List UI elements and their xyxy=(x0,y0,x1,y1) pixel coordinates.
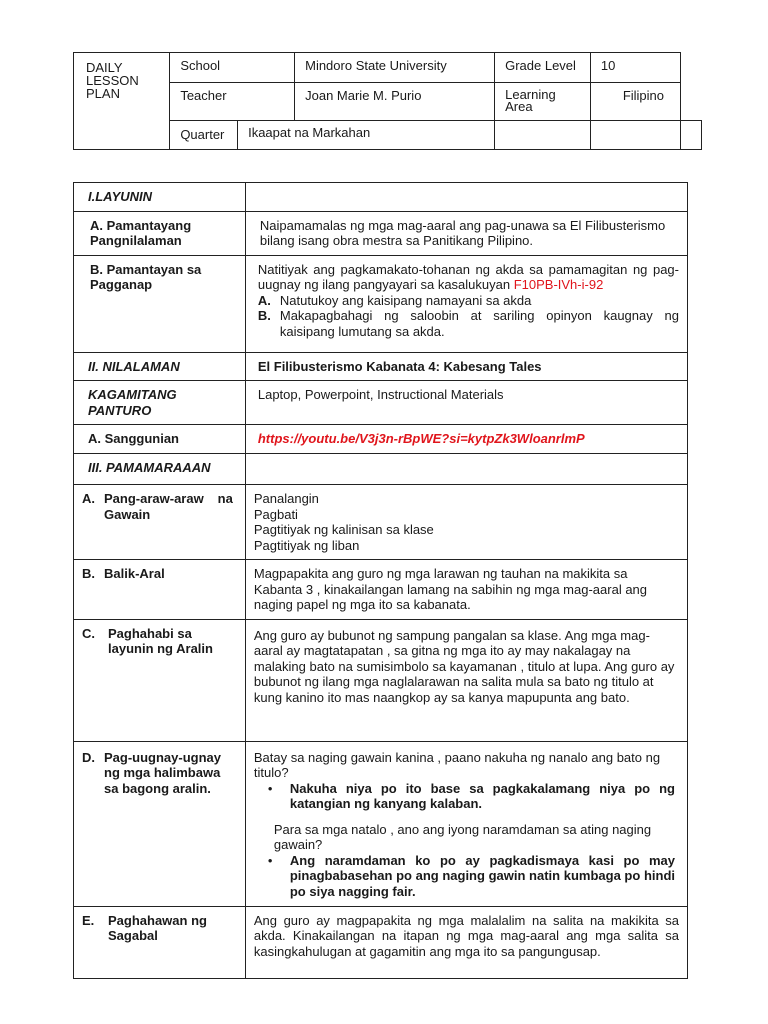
balik-aral-label: B. Balik-Aral xyxy=(74,560,246,620)
pamantayan-pagganap-content xyxy=(245,255,687,352)
quarter-empty-2 xyxy=(590,121,680,150)
paghahawan-text: Ang guro ay magpapakita ng mga malalalim na salita na makikita sa akda. Kinakailangan na itapan ng mga mag-aaral ang mga salita sa kasingkahulugan at gagamitin ang mga ito sa pangungusap. xyxy=(245,906,687,978)
quarter-empty-3 xyxy=(681,121,702,150)
nilalaman-label: II. NILALAMAN xyxy=(74,352,246,381)
nilalaman-value: El Filibusterismo Kabanata 4: Kabesang Tales xyxy=(245,352,687,381)
pang-araw-araw-label: A. Pang-araw-araw na Gawain xyxy=(74,485,246,560)
pamantayang-pangnilalaman-label: A. Pamantayang Pangnilalaman xyxy=(74,211,246,255)
activity-line: Pagtitiyak ng liban xyxy=(253,537,360,553)
pamantayang-pangnilalaman-text: Naipamamalas ng mga mag-aaral ang pag-unawa sa El Filibusterismo bilang isang obra mestra sa Panitikang Pilipino. xyxy=(245,211,687,255)
activity-line: Pagtitiyak ng kalinisan sa klase xyxy=(253,522,434,537)
objective-item: A. Natutukoy ang kaisipang namayani sa akda xyxy=(257,292,532,308)
question-1: Batay sa naging gawain kanina , paano nakuha ng nanalo ang bato ng titulo? xyxy=(253,749,661,780)
teacher-value: Joan Marie M. Purio xyxy=(295,83,495,121)
quarter-empty-1 xyxy=(495,121,591,150)
pamantayan-pagganap-text: Natitiyak ang pagkamakato-tohanan ng akda sa pamamagitan ng pag-uugnay ng ilang pangyayari sa kasalukuyan F10PB-IVh-i-92 xyxy=(257,261,679,292)
learning-area-label: Learning Area xyxy=(495,83,591,121)
learning-area-value: Filipino xyxy=(590,83,680,121)
question-2: Para sa mga natalo , ano ang iyong naramdaman sa ating naging gawain? xyxy=(273,821,652,852)
quarter-value: Ikaapat na Markahan xyxy=(238,121,495,150)
paghahabi-text: Ang guro ay bubunot ng sampung pangalan sa klase. Ang mga mag-aaral ay magtatapatan , sa gitna ng mga ito ay may nakalagay na malaking bato na sumisimbolo sa kayamanan , titulo at lupa. Ang guro ay bubunot ng ilang mga naglalarawan na salita mula sa bato ng titulo at kung kanino ito mas naangkop ay sa kanya mapupunta ang bato. xyxy=(245,619,687,741)
lesson-plan-table xyxy=(73,182,688,979)
school-label: School xyxy=(170,53,295,83)
quarter-label: Quarter xyxy=(170,121,238,150)
pang-araw-araw-content xyxy=(245,485,687,560)
bullet-icon: • xyxy=(267,852,273,868)
pamantayan-pagganap-label: B. Pamantayan sa Pagganap xyxy=(74,255,246,352)
bullet-icon: • xyxy=(267,780,273,796)
answer-1: • Nakuha niya po ito base sa pagkakalamang niya po ng katangian ng kanyang kalaban. xyxy=(267,780,675,811)
layunin-heading: I.LAYUNIN xyxy=(74,183,246,212)
answer-2: • Ang naramdaman ko po ay pagkadismaya kasi po may pinagbabasehan po ang naging gawin natin kumbaga po hindi po siya nagging fair. xyxy=(267,852,675,899)
pamamaraan-empty xyxy=(245,454,687,485)
school-value: Mindoro State University xyxy=(295,53,495,83)
kagamitan-label: KAGAMITANG PANTURO xyxy=(74,381,246,425)
grade-label: Grade Level xyxy=(495,53,591,83)
header-table xyxy=(73,52,702,150)
pag-uugnay-content xyxy=(245,741,687,906)
teacher-label: Teacher xyxy=(170,83,295,121)
competency-code: F10PB-IVh-i-92 xyxy=(513,277,604,292)
kagamitan-value: Laptop, Powerpoint, Instructional Materials xyxy=(245,381,687,425)
activity-line: Pagbati xyxy=(253,506,298,522)
pamamaraan-heading: III. PAMAMARAAAN xyxy=(74,454,246,485)
paghahawan-label: E. Paghahawan ng Sagabal xyxy=(74,906,246,978)
balik-aral-text: Magpapakita ang guro ng mga larawan ng tauhan na makikita sa Kabanta 3 , kinakailangan lamang na sabihin ng mga mag-aaral ang naging papel ng mga ito sa kabanata. xyxy=(245,560,687,620)
pag-uugnay-label: D. Pag-uugnay-ugnay ng mga halimbawa sa bagong aralin. xyxy=(74,741,246,906)
grade-value: 10 xyxy=(590,53,680,83)
objective-item: B. Makapagbahagi ng saloobin at sariling opinyon kaugnay ng kaisipang lumutang sa akda. xyxy=(257,308,679,339)
sanggunian-label: A. Sanggunian xyxy=(74,425,246,454)
dlp-title: DAILY LESSON PLAN xyxy=(74,53,170,150)
layunin-empty xyxy=(245,183,687,212)
paghahabi-label: C. Paghahabi sa layunin ng Aralin xyxy=(74,619,246,741)
activity-line: Panalangin xyxy=(253,491,319,506)
sanggunian-link[interactable]: https://youtu.be/V3j3n-rBpWE?si=kytpZk3WloanrlmP xyxy=(245,425,687,454)
